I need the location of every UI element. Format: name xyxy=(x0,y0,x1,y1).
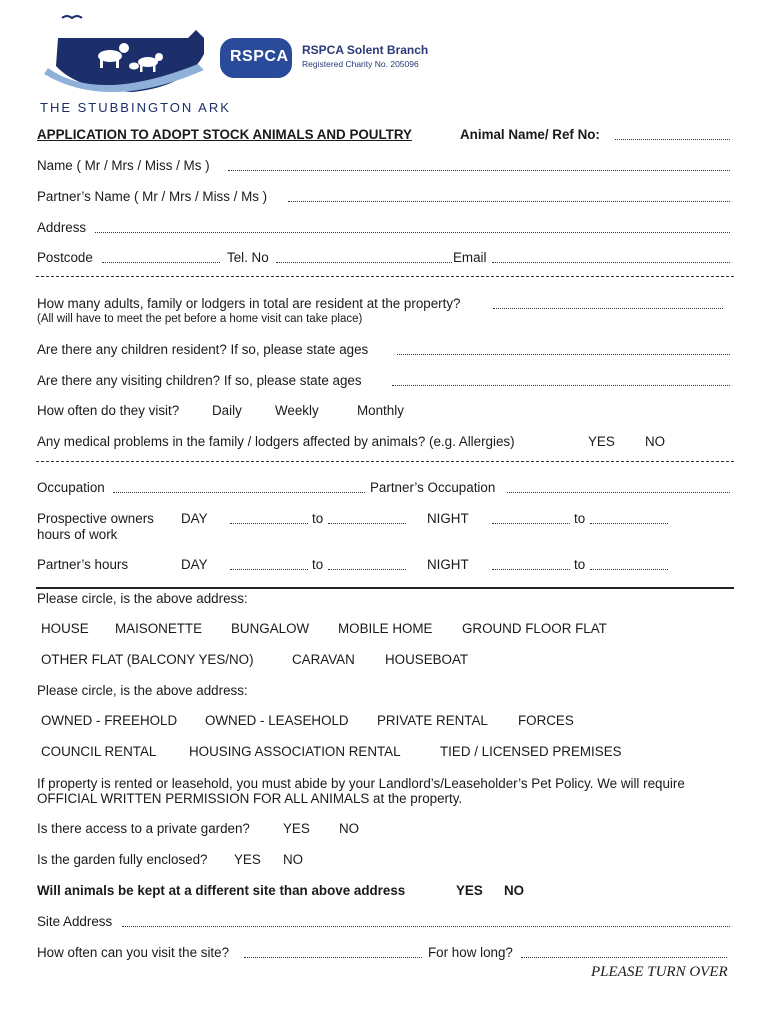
postcode-field[interactable] xyxy=(102,251,220,263)
address-label: Address xyxy=(37,220,87,235)
site-address-field[interactable] xyxy=(122,915,730,927)
different-site-no[interactable]: NO xyxy=(504,883,525,898)
please-turn-over: PLEASE TURN OVER xyxy=(591,964,728,980)
tenure-forces[interactable]: FORCES xyxy=(518,713,574,728)
partner-occupation-label: Partner’s Occupation xyxy=(370,480,496,495)
property-type-caravan[interactable]: CARAVAN xyxy=(292,652,355,667)
owners-night-to-field[interactable] xyxy=(590,512,668,524)
site-visit-field[interactable] xyxy=(244,946,422,958)
children-question: Are there any children resident? If so, please state ages xyxy=(37,342,369,357)
partners-hours-label: Partner’s hours xyxy=(37,557,129,572)
rent-note-line-2: OFFICIAL WRITTEN PERMISSION FOR ALL ANIMALS at the property. xyxy=(37,791,463,806)
site-address-label: Site Address xyxy=(37,914,113,929)
owners-day-to: to xyxy=(312,511,324,526)
partner-name-field[interactable] xyxy=(288,190,730,202)
garden-enclosed-no[interactable]: NO xyxy=(283,852,304,867)
owners-hours-label: Prospective owners hours of work xyxy=(37,511,154,542)
visit-frequency-question: How often do they visit? xyxy=(37,403,180,418)
medical-no-option[interactable]: NO xyxy=(645,434,666,449)
property-type-ground-floor-flat[interactable]: GROUND FLOOR FLAT xyxy=(462,621,607,636)
animal-ref-label: Animal Name/ Ref No: xyxy=(460,127,600,142)
occupation-field[interactable] xyxy=(113,481,365,493)
branch-name: RSPCA Solent Branch xyxy=(302,43,429,57)
medical-question: Any medical problems in the family / lodgers affected by animals? (e.g. Allergies) xyxy=(37,434,515,449)
partners-day-to-field[interactable] xyxy=(328,558,406,570)
visit-option-weekly[interactable]: Weekly xyxy=(275,403,319,418)
partners-day-label: DAY xyxy=(181,557,208,572)
children-field[interactable] xyxy=(397,343,730,355)
adults-note: (All will have to meet the pet before a home visit can take place) xyxy=(37,313,363,325)
partners-night-label: NIGHT xyxy=(427,557,469,572)
postcode-label: Postcode xyxy=(37,250,93,265)
partner-name-label: Partner’s Name ( Mr / Mrs / Miss / Ms ) xyxy=(37,189,268,204)
property-type-houseboat[interactable]: HOUSEBOAT xyxy=(385,652,469,667)
name-field[interactable] xyxy=(228,159,730,171)
tenure-circle-label: Please circle, is the above address: xyxy=(37,683,248,698)
divider-2 xyxy=(36,461,734,462)
owners-day-label: DAY xyxy=(181,511,208,526)
tel-field[interactable] xyxy=(276,251,452,263)
form-title: APPLICATION TO ADOPT STOCK ANIMALS AND POULTRY xyxy=(37,127,412,142)
partners-day-from-field[interactable] xyxy=(230,558,308,570)
charity-number: Registered Charity No. 205096 xyxy=(302,59,419,69)
owners-day-from-field[interactable] xyxy=(230,512,308,524)
adults-field[interactable] xyxy=(493,297,723,309)
property-type-bungalow[interactable]: BUNGALOW xyxy=(231,621,310,636)
address-field[interactable] xyxy=(95,221,730,233)
stubbington-ark-logo xyxy=(38,8,218,100)
site-visit-question: How often can you visit the site? xyxy=(37,945,230,960)
email-label: Email xyxy=(453,250,487,265)
different-site-question: Will animals be kept at a different site than above address xyxy=(37,883,406,898)
garden-access-question: Is there access to a private garden? xyxy=(37,821,250,836)
different-site-yes[interactable]: YES xyxy=(456,883,483,898)
email-field[interactable] xyxy=(492,251,730,263)
occupation-label: Occupation xyxy=(37,480,105,495)
owners-day-to-field[interactable] xyxy=(328,512,406,524)
animal-ref-field[interactable] xyxy=(615,128,730,140)
partner-occupation-field[interactable] xyxy=(507,481,730,493)
tenure-tied-licensed[interactable]: TIED / LICENSED PREMISES xyxy=(440,744,622,759)
property-type-mobile-home[interactable]: MOBILE HOME xyxy=(338,621,433,636)
name-label: Name ( Mr / Mrs / Miss / Ms ) xyxy=(37,158,210,173)
header-logo-block xyxy=(38,8,429,118)
rspca-badge-text: RSPCA xyxy=(230,48,289,65)
tenure-owned-leasehold[interactable]: OWNED - LEASEHOLD xyxy=(205,713,349,728)
logo-caption: THE STUBBINGTON ARK xyxy=(40,100,231,115)
rspca-badge xyxy=(220,38,292,78)
medical-yes-option[interactable]: YES xyxy=(588,434,615,449)
tenure-private-rental[interactable]: PRIVATE RENTAL xyxy=(377,713,488,728)
owners-night-label: NIGHT xyxy=(427,511,469,526)
property-circle-label: Please circle, is the above address: xyxy=(37,591,248,606)
tenure-housing-association[interactable]: HOUSING ASSOCIATION RENTAL xyxy=(189,744,401,759)
garden-enclosed-question: Is the garden fully enclosed? xyxy=(37,852,208,867)
property-type-other-flat[interactable]: OTHER FLAT (BALCONY YES/NO) xyxy=(41,652,254,667)
site-how-long-field[interactable] xyxy=(521,946,727,958)
tenure-council-rental[interactable]: COUNCIL RENTAL xyxy=(41,744,157,759)
partners-night-from-field[interactable] xyxy=(492,558,570,570)
adults-question: How many adults, family or lodgers in total are resident at the property? xyxy=(37,296,461,311)
property-type-maisonette[interactable]: MAISONETTE xyxy=(115,621,203,636)
tel-label: Tel. No xyxy=(227,250,269,265)
partners-day-to: to xyxy=(312,557,324,572)
garden-access-yes[interactable]: YES xyxy=(283,821,310,836)
visit-option-monthly[interactable]: Monthly xyxy=(357,403,404,418)
owners-night-from-field[interactable] xyxy=(492,512,570,524)
rent-note-line-1: If property is rented or leasehold, you must abide by your Landlord’s/Leaseholder’s Pet Policy. We will require xyxy=(37,776,685,791)
partners-night-to: to xyxy=(574,557,586,572)
divider-3 xyxy=(36,587,734,589)
partners-night-to-field[interactable] xyxy=(590,558,668,570)
visiting-children-question: Are there any visiting children? If so, please state ages xyxy=(37,373,362,388)
visit-option-daily[interactable]: Daily xyxy=(212,403,242,418)
garden-access-no[interactable]: NO xyxy=(339,821,360,836)
garden-enclosed-yes[interactable]: YES xyxy=(234,852,261,867)
site-how-long-label: For how long? xyxy=(428,945,513,960)
divider-1 xyxy=(36,276,734,277)
visiting-children-field[interactable] xyxy=(392,374,730,386)
property-type-house[interactable]: HOUSE xyxy=(41,621,89,636)
tenure-owned-freehold[interactable]: OWNED - FREEHOLD xyxy=(41,713,178,728)
owners-night-to: to xyxy=(574,511,586,526)
